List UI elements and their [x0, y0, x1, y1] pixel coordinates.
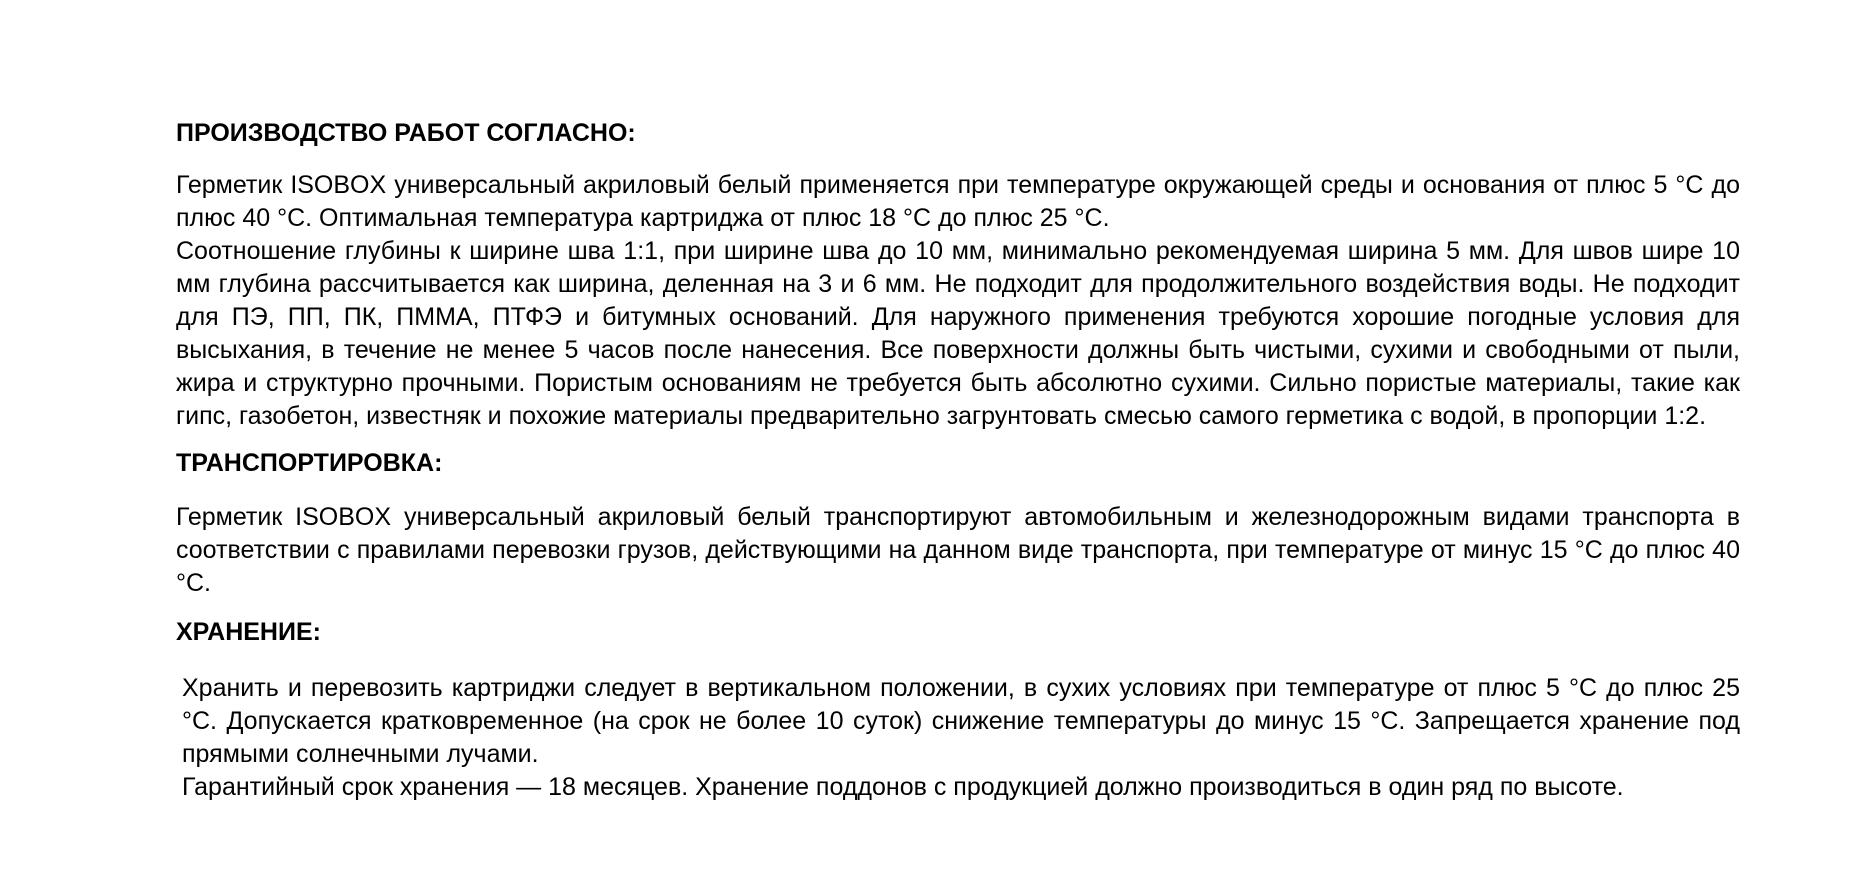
- paragraph-transportation: Герметик ISOBOX универсальный акриловый белый транспортируют автомобильным и железнодорожным видами транспорта в соответствии с правилами перевозки грузов, действующими на данном виде транспорта, при температуре от минус 15 °С до плюс 40 °С.: [176, 503, 1740, 597]
- section-heading-transportation: ТРАНСПОРТИРОВКА:: [176, 449, 443, 477]
- document-body: [176, 117, 1740, 804]
- paragraph-storage-conditions: Хранить и перевозить картриджи следует в вертикальном положении, в сухих условиях при температуре от плюс 5 °С до плюс 25 °С. Допускается кратковременное (на срок не более 10 суток) снижение температуры до минус 15 °С. Запрещается хранение под прямыми солнечными лучами.: [182, 674, 1740, 768]
- section-work-execution: [176, 169, 1740, 433]
- section-storage: [176, 672, 1740, 804]
- paragraph-joint-ratio: Соотношение глубины к ширине шва 1:1, при ширине шва до 10 мм, минимально рекомендуемая ширина 5 мм. Для швов шире 10 мм глубина рассчитывается как ширина, деленная на 3 и 6 мм. Не подходит для продолжительного воздействия воды. Не подходит для ПЭ, ПП, ПК, ПММА, ПТФЭ и битумных оснований. Для наружного применения требуются хорошие погодные условия для высыхания, в течение не менее 5 часов после нанесения. Все поверхности должны быть чистыми, сухими и свободными от пыли, жира и структурно прочными. Пористым основаниям не требуется быть абсолютно сухими. Сильно пористые материалы, такие как гипс, газобетон, известняк и похожие материалы предварительно загрунтовать смесью самого герметика с водой, в пропорции 1:2.: [176, 237, 1740, 430]
- section-transportation: [176, 501, 1740, 600]
- section-heading-work-execution: ПРОИЗВОДСТВО РАБОТ СОГЛАСНО:: [176, 119, 636, 147]
- paragraph-shelf-life: Гарантийный срок хранения — 18 месяцев. Хранение поддонов с продукцией должно производиться в один ряд по высоте.: [182, 773, 1624, 801]
- section-heading-storage: ХРАНЕНИЕ:: [176, 618, 321, 646]
- paragraph-temperature: Герметик ISOBOX универсальный акриловый белый применяется при температуре окружающей среды и основания от плюс 5 °С до плюс 40 °С. Оптимальная температура картриджа от плюс 18 °С до плюс 25 °С.: [176, 171, 1740, 232]
